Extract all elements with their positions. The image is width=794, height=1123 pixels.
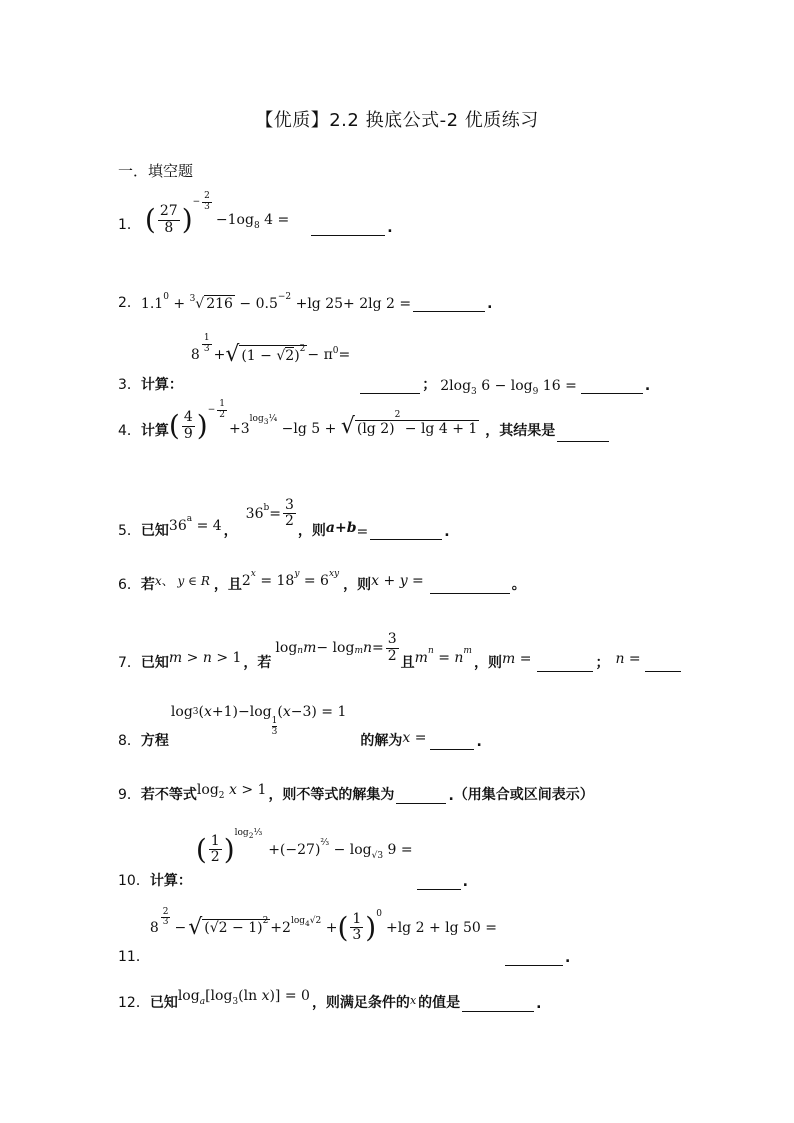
formula: 8 $\frac{1}{3}$ + √ $(1 - √2)^2$ − π $^0$ = bbox=[190, 333, 351, 367]
problem-label: 已知 bbox=[149, 995, 178, 1011]
problem-number: 8． bbox=[118, 733, 141, 749]
formula: n = bbox=[615, 651, 641, 667]
problem-12 bbox=[118, 988, 542, 1012]
problem-11 bbox=[118, 906, 571, 966]
period: . bbox=[487, 296, 493, 312]
problem-label: 若不等式 bbox=[140, 787, 197, 803]
problem-mid: ，若 bbox=[243, 655, 272, 671]
problem-6 bbox=[118, 569, 526, 594]
section-heading: 一．填空题 bbox=[118, 162, 194, 180]
problem-number: 5． bbox=[118, 522, 141, 539]
formula: m = bbox=[501, 651, 532, 667]
formula: $2\log_3$ $6 - \log_9 16$ = bbox=[440, 378, 577, 397]
answer-blank[interactable] bbox=[430, 735, 474, 750]
answer-blank[interactable] bbox=[396, 789, 446, 804]
page-title: 【优质】2.2 换底公式-2 优质练习 bbox=[255, 110, 539, 131]
answer-blank[interactable] bbox=[462, 997, 534, 1012]
formula: m > n > 1 bbox=[168, 650, 242, 666]
answer-blank[interactable] bbox=[557, 427, 609, 442]
formula: ( $\frac{27}{8}$ ) − $\frac{2}{3}$ $-1og_8$ 4 = bbox=[144, 190, 290, 237]
problem-tail-2: 的值是 bbox=[418, 995, 461, 1011]
separator: ； bbox=[595, 655, 610, 671]
problem-tail: ，则 bbox=[297, 522, 326, 539]
formula: $1.1^0 + ^3√$ $216 - 0.5^{-2} +\lg$ 25+ 2lg 2 = bbox=[140, 292, 412, 312]
problem-number: 11． bbox=[118, 949, 150, 965]
answer-blank[interactable] bbox=[537, 657, 593, 672]
formula: $\log_2 x > 1$ bbox=[196, 782, 267, 801]
formula: ( $\frac{1}{2}$ ) $\log_2\frac{1}{3}$ $+(-27)^{\frac{2}{3}} - \log_{√3} 9$ = bbox=[195, 827, 413, 866]
problem-number: 7． bbox=[118, 655, 141, 671]
period: . bbox=[444, 523, 450, 540]
problem-tail: ，则满足条件的 bbox=[311, 995, 410, 1011]
formula: x = bbox=[402, 730, 427, 746]
period: . bbox=[462, 874, 468, 890]
problem-label: 方程 bbox=[140, 733, 169, 749]
problem-and: 且 bbox=[400, 655, 415, 671]
problem-label: 计算： bbox=[149, 873, 192, 889]
period: . bbox=[536, 996, 542, 1012]
formula: $36^a = 4$ bbox=[168, 513, 222, 534]
period: . bbox=[565, 950, 571, 966]
answer-blank[interactable] bbox=[413, 297, 485, 312]
problem-5 bbox=[118, 497, 450, 540]
formula: ( $\frac{4}{9}$ ) − $\frac{1}{2}$ $+3^{log_3\frac{1}{4}} -\lg$ 5 + √ (lg 2)$^2$ − lg 4 + 1 bbox=[168, 398, 478, 443]
answer-blank[interactable] bbox=[417, 875, 461, 890]
answer-blank[interactable] bbox=[360, 379, 420, 394]
problem-label: 已知 bbox=[140, 522, 169, 539]
formula: log $_n$ m − log $_m$ n = $\frac{3}{2}$ bbox=[275, 631, 397, 664]
problem-tail: ，则不等式的解集为 bbox=[268, 787, 395, 803]
problem-9 bbox=[118, 784, 594, 804]
period: . bbox=[476, 734, 482, 750]
answer-blank[interactable] bbox=[430, 579, 510, 594]
problem-tail: ，则 bbox=[343, 577, 372, 593]
answer-blank[interactable] bbox=[311, 221, 385, 236]
problem-number: 4． bbox=[118, 423, 141, 439]
period: . bbox=[448, 788, 454, 804]
problem-10 bbox=[118, 827, 468, 890]
problem-tail: ，则 bbox=[473, 655, 502, 671]
problem-note: （用集合或区间表示） bbox=[453, 787, 594, 803]
answer-blank[interactable] bbox=[645, 657, 681, 672]
formula: $2^x = 18^y = 6^{xy}$ bbox=[241, 569, 340, 589]
period: . bbox=[387, 220, 393, 236]
answer-blank[interactable] bbox=[370, 525, 442, 540]
equals-sign: = bbox=[356, 523, 369, 540]
problem-number: 10． bbox=[118, 873, 150, 889]
problem-mid: ， bbox=[223, 522, 238, 539]
separator: ； bbox=[422, 377, 437, 393]
problem-label: 计算： bbox=[140, 377, 183, 393]
formula: $\log_a[\log_3(\ln$ x)] = 0 bbox=[177, 988, 310, 1007]
formula: x + y = bbox=[371, 573, 424, 589]
problem-number: 12． bbox=[118, 995, 150, 1011]
problem-number: 2． bbox=[118, 295, 141, 311]
problem-number: 3． bbox=[118, 377, 141, 393]
end-mark: 。 bbox=[511, 577, 526, 593]
formula: log $_3$ ( x +1)−log 1 3 ( x −3) = 1 bbox=[170, 704, 347, 737]
problem-7 bbox=[118, 630, 683, 672]
problem-tail: 的解为 bbox=[360, 733, 403, 749]
problem-mid: ，且 bbox=[213, 577, 242, 593]
answer-blank[interactable] bbox=[581, 379, 643, 394]
problem-4 bbox=[118, 398, 611, 443]
problem-1 bbox=[118, 190, 393, 237]
problem-number: 9． bbox=[118, 787, 141, 803]
problem-number: 1． bbox=[118, 217, 141, 233]
formula: 36 $^b$ = $\frac{3}{2}$ bbox=[245, 497, 294, 530]
problem-label: 已知 bbox=[140, 655, 169, 671]
formula: x bbox=[409, 994, 417, 1007]
formula: a+b bbox=[325, 519, 357, 536]
formula: $m^n = n^m$ bbox=[414, 646, 472, 666]
problem-2 bbox=[118, 292, 492, 312]
period: . bbox=[644, 378, 651, 394]
problem-label: 计算 bbox=[140, 423, 169, 439]
answer-blank[interactable] bbox=[505, 951, 563, 966]
problem-tail: ，其结果是 bbox=[485, 423, 556, 439]
problem-3 bbox=[118, 333, 651, 397]
formula: 8 $\frac{2}{3}$ − √ $(√2 - 1)^2$ $+2^{log_4√2}$ + ( $\frac{1}{3}$ ) $^0$ +lg 2 + lg 50 = bbox=[149, 906, 498, 944]
problem-8 bbox=[118, 704, 482, 750]
problem-label: 若 bbox=[140, 577, 155, 593]
formula: x、 y ∈ R bbox=[154, 574, 210, 588]
problem-number: 6． bbox=[118, 577, 141, 593]
